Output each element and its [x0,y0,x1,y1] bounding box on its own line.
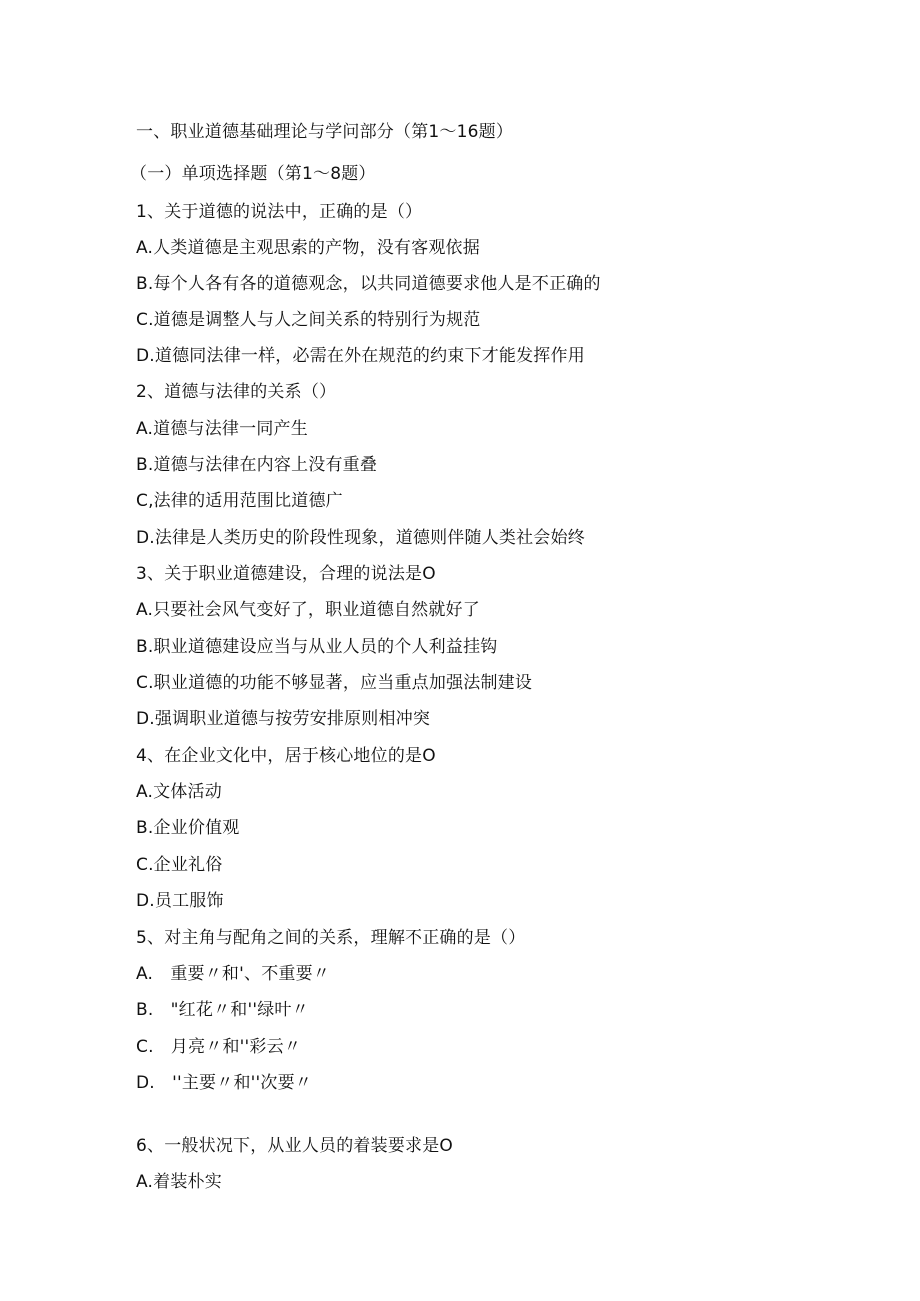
question-2-stem: 2、道德与法律的关系（） [136,382,337,402]
question-6-stem: 6、一般状况下，从业人员的着装要求是O [136,1136,453,1156]
question-2-option-a: A.道德与法律一同产生 [136,419,308,439]
question-4-option-d: D.员工服饰 [136,891,224,911]
question-1-option-a: A.人类道德是主观思索的产物，没有客观依据 [136,238,480,258]
question-4-option-a: A.文体活动 [136,782,222,802]
question-1-stem: 1、关于道德的说法中，正确的是（） [136,202,423,222]
question-1-option-d: D.道德同法律一样，必需在外在规范的约束下才能发挥作用 [136,346,585,366]
question-5-option-d: D. ''主要〃和''次要〃 [136,1073,312,1093]
question-5-option-c: C. 月亮〃和''彩云〃 [136,1037,302,1057]
question-6-option-a: A.着装朴实 [136,1172,222,1192]
section-title: 一、职业道德基础理论与学问部分（第1〜16题） [136,122,514,142]
question-3-option-d: D.强调职业道德与按劳安排原则相冲突 [136,709,431,729]
question-3-option-b: B.职业道德建设应当与从业人员的个人利益挂钩 [136,637,498,657]
question-5-option-a: A. 重要〃和'、不重要〃 [136,964,331,984]
question-2-option-d: D.法律是人类历史的阶段性现象，道德则伴随人类社会始终 [136,528,585,548]
question-3-stem: 3、关于职业道德建设，合理的说法是O [136,564,436,584]
question-3-option-c: C.职业道德的功能不够显著，应当重点加强法制建设 [136,673,533,693]
question-4-stem: 4、在企业文化中，居于核心地位的是O [136,746,436,766]
question-5-option-b: B. "红花〃和''绿叶〃 [136,1000,309,1020]
question-4-option-b: B.企业价值观 [136,818,240,838]
question-5-stem: 5、对主角与配角之间的关系，理解不正确的是（） [136,928,526,948]
question-3-option-a: A.只要社会风气变好了，职业道德自然就好了 [136,600,480,620]
question-1-option-c: C.道德是调整人与人之间关系的特别行为规范 [136,310,481,330]
subsection-title: （一）单项选择题（第1〜8题） [130,164,376,184]
question-2-option-c: C,法律的适用范围比道德广 [136,491,343,511]
question-2-option-b: B.道德与法律在内容上没有重叠 [136,455,378,475]
question-1-option-b: B.每个人各有各的道德观念，以共同道德要求他人是不正确的 [136,274,601,294]
question-4-option-c: C.企业礼俗 [136,855,223,875]
